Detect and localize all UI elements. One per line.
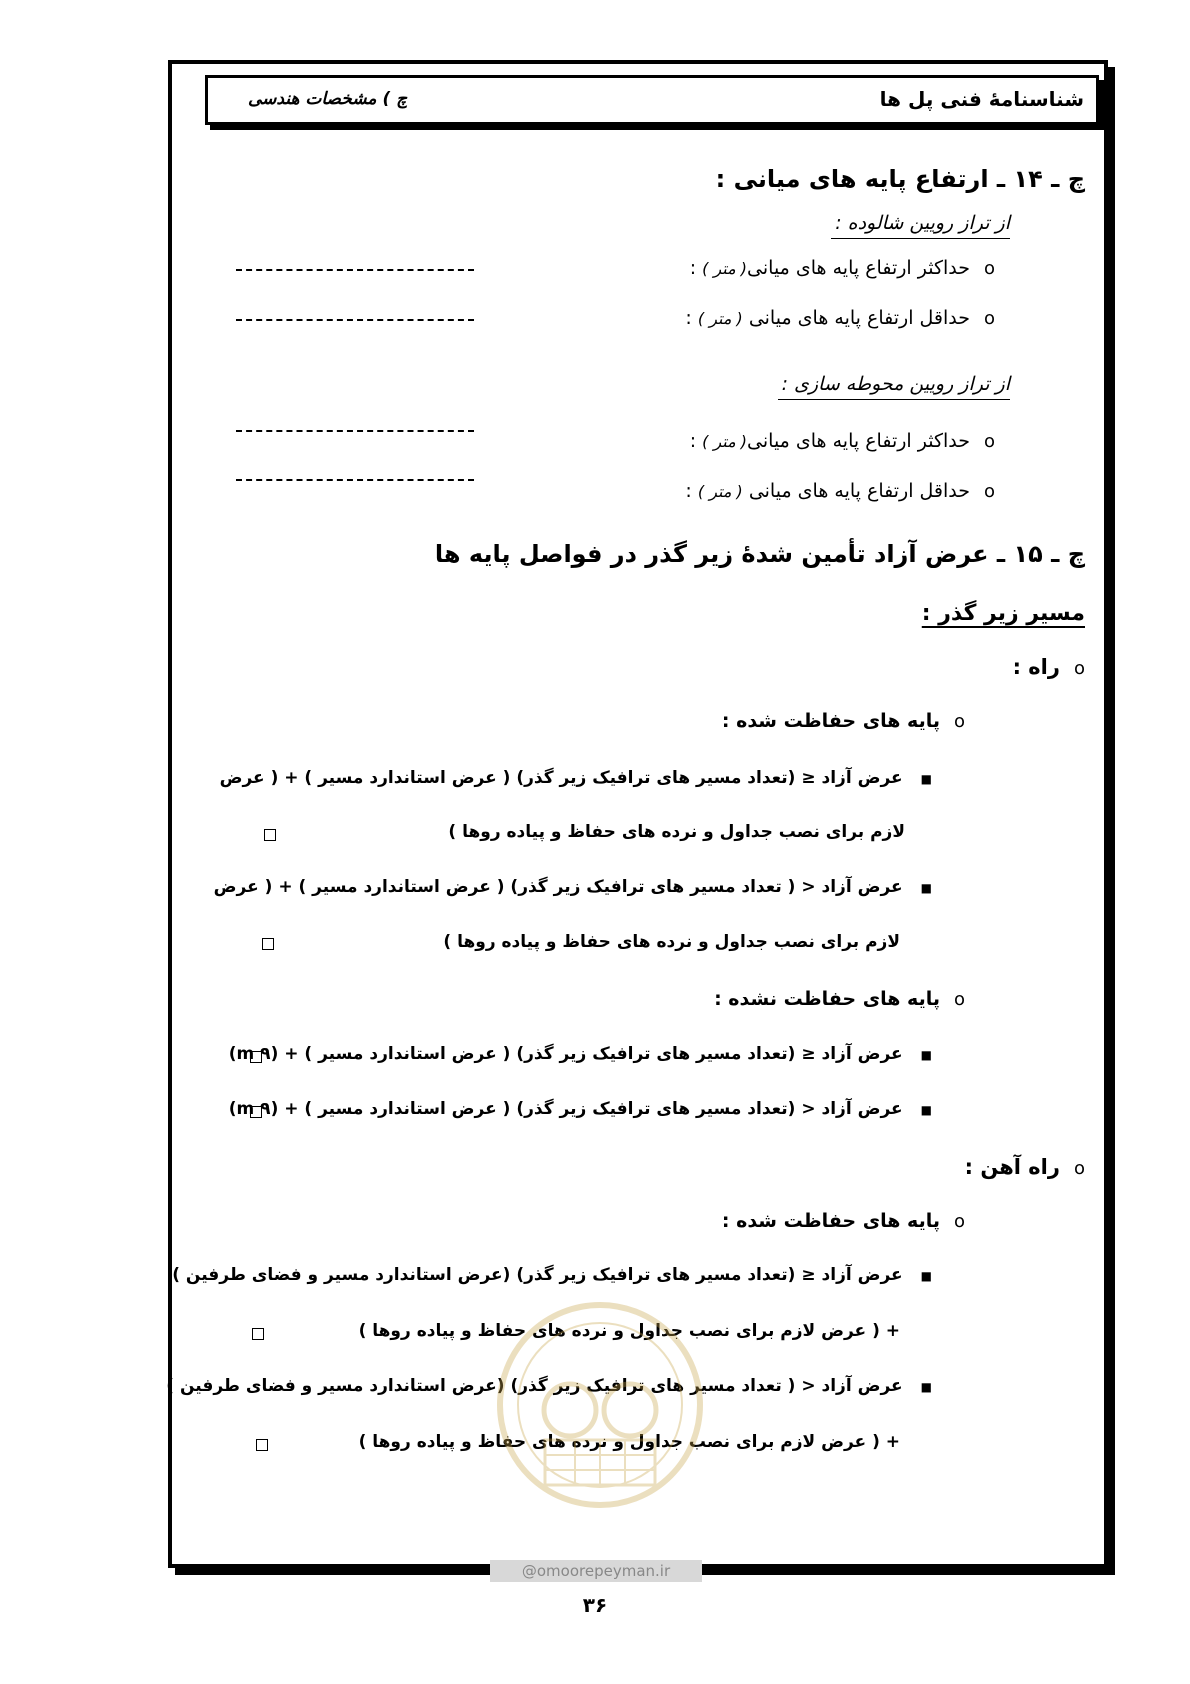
road-protected-item-2-line1 [214, 877, 932, 897]
bullet-circle-icon: o [953, 1211, 965, 1232]
bullet-square-icon: ■ [920, 1103, 932, 1117]
road-unprotected-item-1 [229, 1044, 932, 1064]
checkbox[interactable] [264, 829, 276, 841]
heading-label: پایه های حفاظت شده : [721, 710, 940, 732]
colon: : [689, 430, 697, 452]
page-header [205, 75, 1099, 125]
bullet-circle-icon: o [983, 258, 995, 279]
item-label: حداکثر ارتفاع پایه های میانی [747, 430, 970, 452]
item-label: حداکثر ارتفاع پایه های میانی [747, 257, 970, 279]
railway-protected-heading [722, 1210, 965, 1232]
reference-landscaping: از تراز رویین محوطه سازی : [778, 373, 1010, 400]
railway-item-1-line1 [172, 1265, 932, 1285]
bullet-square-icon: ■ [920, 772, 932, 786]
reference-foundation: از تراز رویین شالوده : [831, 212, 1010, 239]
max-height-item-1 [690, 257, 995, 279]
heading-label: پایه های حفاظت شده : [721, 1210, 940, 1232]
checkbox[interactable] [250, 1051, 262, 1063]
road-protected-heading [722, 710, 965, 732]
bullet-circle-icon: o [953, 711, 965, 732]
unit: ( متر ) [697, 309, 743, 328]
section-14-title: چ ـ ۱۴ ـ ارتفاع پایه های میانی : [715, 165, 1085, 193]
item-text: عرض آزاد < (تعداد مسیر های ترافیک زیر گذر) ( عرض استاندارد مسیر ) + (۹ m) [228, 1099, 903, 1119]
colon: : [689, 257, 697, 279]
bullet-square-icon: ■ [920, 1048, 932, 1062]
item-text: عرض آزاد ≤ (تعداد مسیر های ترافیک زیر گذر) ( عرض استاندارد مسیر ) + (۹ m) [228, 1044, 903, 1064]
watermark-text: @omoorepeyman.ir [490, 1560, 702, 1582]
fill-in-line[interactable] [236, 430, 474, 432]
item-text: عرض آزاد ≤ (تعداد مسیر های ترافیک زیر گذر) ( عرض استاندارد مسیر ) + ( عرض [219, 768, 903, 788]
underpass-route-title: مسیر زیر گذر : [921, 601, 1085, 626]
bullet-circle-icon: o [1073, 1158, 1085, 1179]
road-unprotected-item-2 [229, 1099, 932, 1119]
item-text: عرض آزاد ≤ (تعداد مسیر های ترافیک زیر گذر) (عرض استاندارد مسیر و فضای طرفین ) [172, 1265, 903, 1285]
min-height-item-2 [685, 480, 995, 502]
fill-in-line[interactable] [236, 479, 474, 481]
checkbox[interactable] [262, 938, 274, 950]
item-text: عرض آزاد < ( تعداد مسیر های ترافیک زیر گذر) ( عرض استاندارد مسیر ) + ( عرض [213, 877, 903, 897]
bullet-square-icon: ■ [920, 1269, 932, 1283]
road-label: راه : [1012, 655, 1060, 679]
bullet-square-icon: ■ [920, 881, 932, 895]
page-number: ۳۶ [582, 1593, 608, 1617]
bullet-circle-icon: o [983, 308, 995, 329]
checkbox[interactable] [250, 1106, 262, 1118]
document-title: شناسنامهٔ فنی پل ها [879, 87, 1084, 111]
road-protected-item-2-line2: لازم برای نصب جداول و نرده های حفاظ و پیاده روها ) [443, 932, 900, 952]
item-label: حداقل ارتفاع پایه های میانی [748, 307, 970, 329]
item-label: حداقل ارتفاع پایه های میانی [748, 480, 970, 502]
road-heading [1013, 655, 1085, 679]
bullet-circle-icon: o [953, 989, 965, 1010]
fill-in-line[interactable] [236, 319, 474, 321]
min-height-item-1 [685, 307, 995, 329]
colon: : [685, 307, 692, 329]
section-title: چ ) مشخصات هندسی [248, 89, 408, 109]
railway-item-1-line2: + ( عرض لازم برای نصب جداول و نرده های حفاظ و پیاده روها ) [358, 1321, 900, 1341]
road-protected-item-1-line2: لازم برای نصب جداول و نرده های حفاظ و پیاده روها ) [448, 822, 905, 842]
bullet-circle-icon: o [983, 481, 995, 502]
item-text: عرض آزاد < ( تعداد مسیر های ترافیک زیر گذر) (عرض استاندارد مسیر و فضای طرفین ) [166, 1376, 903, 1396]
railway-label: راه آهن : [964, 1155, 1060, 1179]
checkbox[interactable] [252, 1328, 264, 1340]
fill-in-line[interactable] [236, 269, 474, 271]
bullet-square-icon: ■ [920, 1380, 932, 1394]
unit: ( متر ) [702, 432, 748, 451]
section-15-title: چ ـ ۱۵ ـ عرض آزاد تأمین شدهٔ زیر گذر در فواصل پایه ها [434, 540, 1085, 568]
railway-heading [965, 1155, 1085, 1179]
max-height-item-2 [690, 430, 995, 452]
colon: : [685, 480, 692, 502]
watermark-seal-icon [490, 1290, 710, 1520]
checkbox[interactable] [256, 1439, 268, 1451]
bullet-circle-icon: o [1073, 658, 1085, 679]
railway-item-2-line2: + ( عرض لازم برای نصب جداول و نرده های حفاظ و پیاده روها ) [358, 1432, 900, 1452]
heading-label: پایه های حفاظت نشده : [714, 988, 940, 1010]
road-protected-item-1-line1 [220, 768, 932, 788]
road-unprotected-heading [714, 988, 965, 1010]
unit: ( متر ) [702, 259, 748, 278]
bullet-circle-icon: o [983, 431, 995, 452]
unit: ( متر ) [697, 482, 743, 501]
